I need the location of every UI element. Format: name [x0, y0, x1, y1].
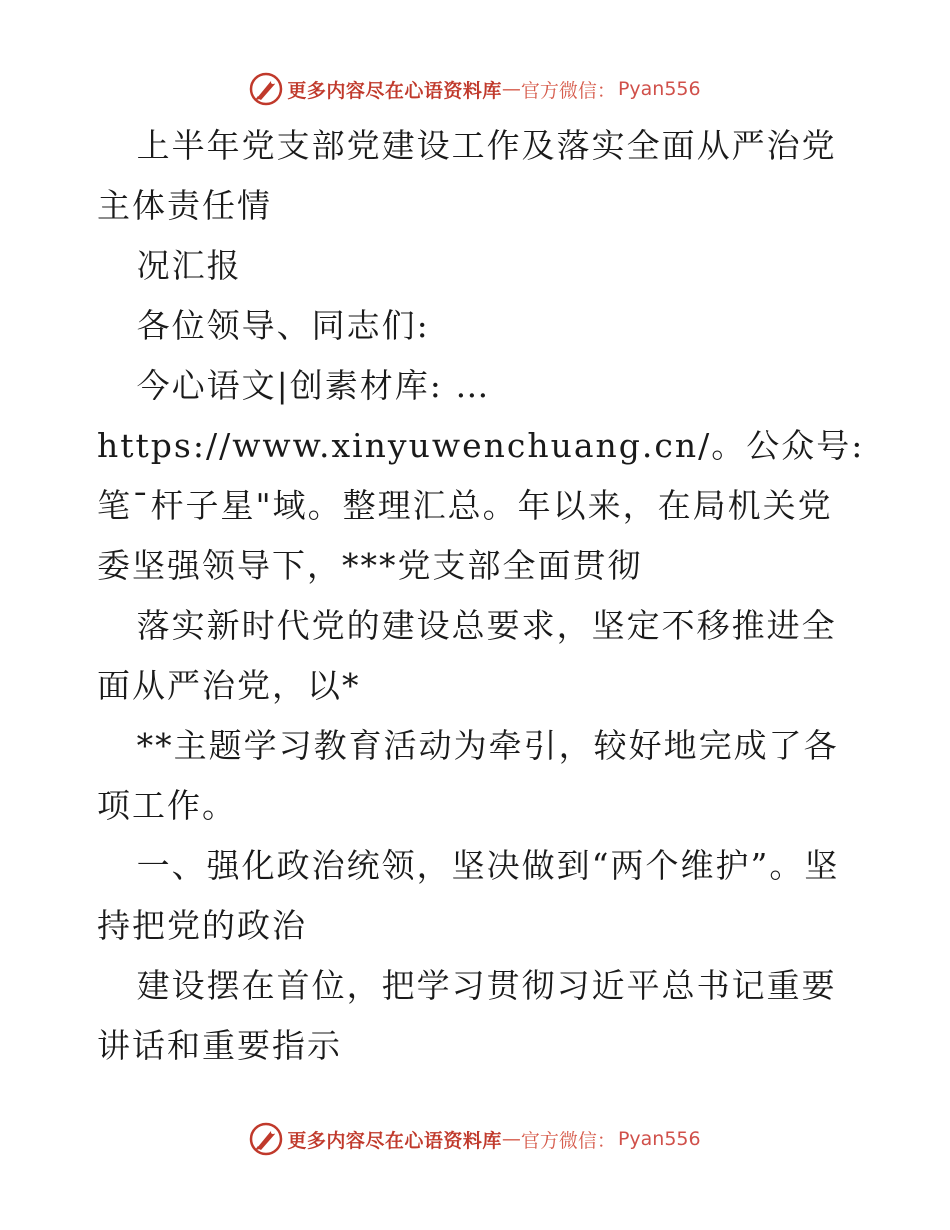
document-body — [97, 116, 867, 1076]
paragraph: 建设摆在首位，把学习贯彻习近平总书记重要讲话和重要指示 — [97, 966, 837, 1065]
paragraph: 落实新时代党的建设总要求，坚定不移推进全面从严治党，以* — [97, 606, 837, 705]
watermark-wechat-label: 官方微信： — [520, 79, 616, 102]
document-title-continued: 况汇报 — [136, 246, 242, 285]
watermark-wechat-id: Pyan556 — [617, 78, 701, 100]
watermark-wechat-label: 官方微信： — [520, 1129, 616, 1152]
watermark-dash: — — [501, 78, 521, 100]
watermark-title: 更多内容尽在心语资料库 — [287, 1129, 502, 1152]
paragraph-intro: 今心语文|创素材库: …https://www.xinyuwenchuang.cn/。公众号: 笔¯杆子星"域。整理汇总。年以来，在局机关党委坚强领导下，***党支部全面贯彻 — [97, 366, 865, 585]
watermark-title: 更多内容尽在心语资料库 — [287, 79, 502, 102]
paragraph: **主题学习教育活动为牵引，较好地完成了各项工作。 — [97, 726, 839, 825]
pen-logo-icon — [249, 72, 283, 106]
watermark-dash: — — [501, 1128, 521, 1150]
watermark-footer — [0, 1122, 950, 1156]
document-title: 上半年党支部党建设工作及落实全面从严治党主体责任情 — [97, 126, 837, 225]
section-heading: 一、强化政治统领，坚决做到“两个维护”。坚持把党的政治 — [97, 846, 840, 945]
watermark-wechat-id: Pyan556 — [617, 1128, 701, 1150]
watermark-header — [0, 72, 950, 106]
salutation: 各位领导、同志们: — [136, 306, 430, 345]
pen-logo-icon — [249, 1122, 283, 1156]
